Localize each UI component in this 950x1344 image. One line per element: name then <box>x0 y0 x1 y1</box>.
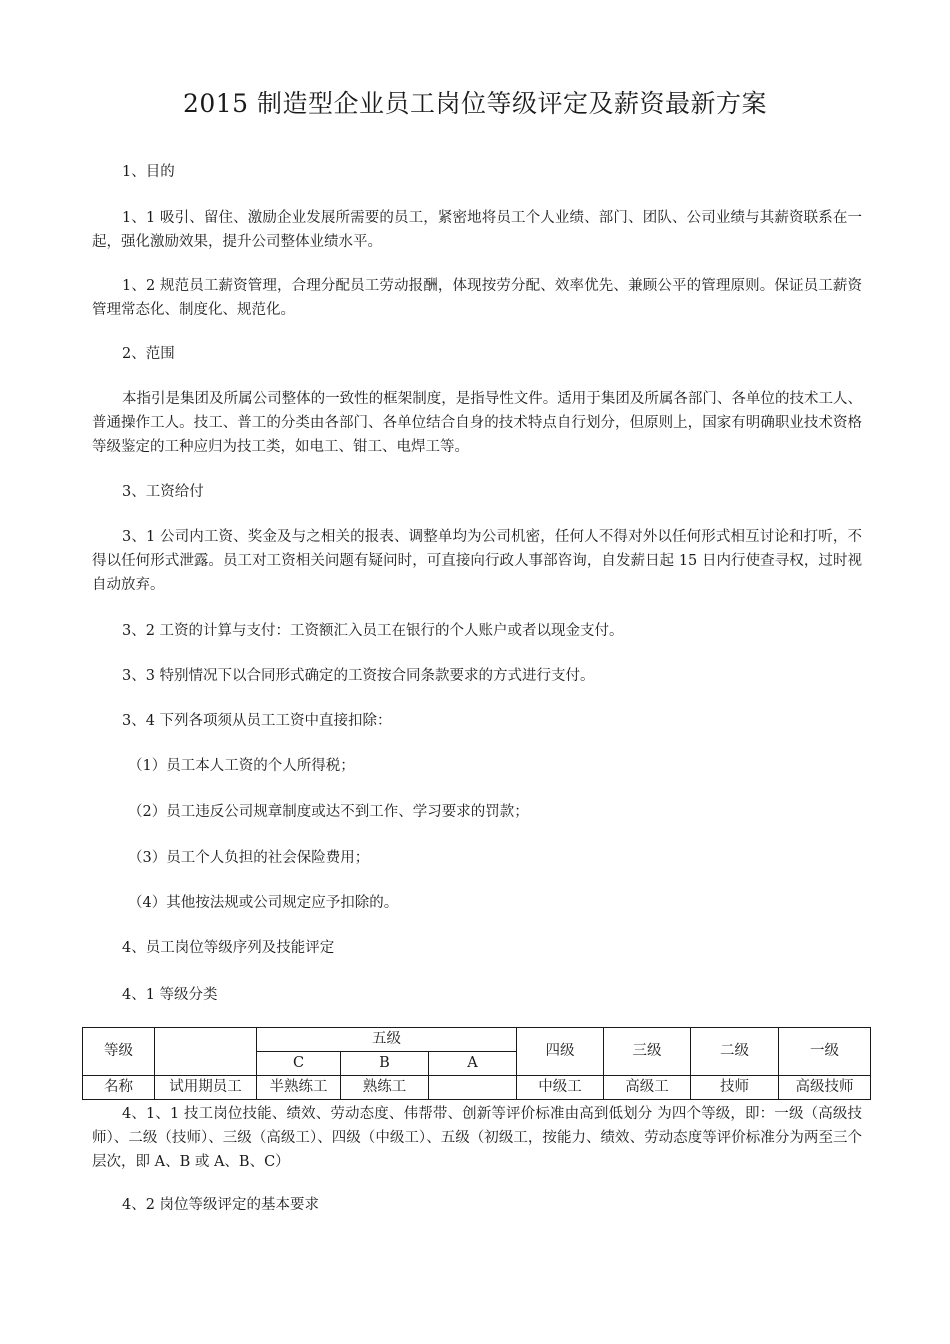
name-level-1-cell: 高级技师 <box>779 1076 871 1100</box>
table-row <box>83 1028 871 1052</box>
section-heading-purpose: 1、目的 <box>122 164 175 180</box>
section-heading-scope: 2、范围 <box>122 346 175 362</box>
sublevel-c: C <box>257 1052 341 1076</box>
name-level-2-cell: 技师 <box>691 1076 779 1100</box>
section-heading-grades: 4、员工岗位等级序列及技能评定 <box>122 940 335 956</box>
deduction-item-4: （4）其他按法规或公司规定应予扣除的。 <box>128 895 399 911</box>
name-a-cell <box>429 1076 517 1100</box>
level-4-header: 四级 <box>517 1028 604 1076</box>
section-heading-payment: 3、工资给付 <box>122 484 204 500</box>
paragraph-3-1: 3、1 公司内工资、奖金及与之相关的报表、调整单均为公司机密，任何人不得对外以任何形式相互讨论和打听，不得以任何形式泄露。员工对工资相关问题有疑问时，可直接向行政人事部咨询，自发薪日起 15 日内行使查寻权，过时视自动放弃。 <box>92 529 862 593</box>
subsection-heading-4-2: 4、2 岗位等级评定的基本要求 <box>122 1197 320 1213</box>
paragraph-1-1: 1、1 吸引、留住、激励企业发展所需要的员工，紧密地将员工个人业绩、部门、团队、公司业绩与其薪资联系在一起，强化激励效果，提升公司整体业绩水平。 <box>92 210 862 250</box>
name-level-4-cell: 中级工 <box>517 1076 604 1100</box>
name-label-cell: 名称 <box>83 1076 155 1100</box>
level-5-header: 五级 <box>257 1028 517 1052</box>
name-level-3-cell: 高级工 <box>604 1076 691 1100</box>
empty-header-cell <box>155 1028 257 1076</box>
sublevel-a: A <box>429 1052 517 1076</box>
name-b-cell: 熟练工 <box>341 1076 429 1100</box>
name-c-cell: 半熟练工 <box>257 1076 341 1100</box>
table-row <box>83 1076 871 1100</box>
level-3-header: 三级 <box>604 1028 691 1076</box>
paragraph-2: 本指引是集团及所属公司整体的一致性的框架制度，是指导性文件。适用于集团及所属各部门、各单位的技术工人、普通操作工人。技工、普工的分类由各部门、各单位结合自身的技术特点自行划分，但原则上，国家有明确职业技术资格等级鉴定的工种应归为技工类，如电工、钳工、电焊工等。 <box>92 391 862 455</box>
paragraph-4-1-1: 4、1、1 技工岗位技能、绩效、劳动态度、伟帮带、创新等评价标准由高到低划分 为四个等级，即：一级（高级技师）、二级（技师）、三级（高级工）、四级（中级工）、五级（初级工，按能力、绩效、劳动态度等评价标准分为两至三个层次，即 A、B 或 A、B、C） <box>92 1106 862 1170</box>
paragraph-1-2: 1、2 规范员工薪资管理，合理分配员工劳动报酬，体现按劳分配、效率优先、兼顾公平的管理原则。保证员工薪资管理常态化、制度化、规范化。 <box>92 278 862 318</box>
level-1-header: 一级 <box>779 1028 871 1076</box>
level-2-header: 二级 <box>691 1028 779 1076</box>
deduction-item-3: （3）员工个人负担的社会保险费用； <box>128 850 370 866</box>
document-title: 2015 制造型企业员工岗位等级评定及薪资最新方案 <box>182 89 768 118</box>
paragraph-3-4: 3、4 下列各项须从员工工资中直接扣除： <box>122 713 392 729</box>
name-probation-cell: 试用期员工 <box>155 1076 257 1100</box>
grade-header-cell: 等级 <box>83 1028 155 1076</box>
sublevel-b: B <box>341 1052 429 1076</box>
paragraph-3-2: 3、2 工资的计算与支付：工资额汇入员工在银行的个人账户或者以现金支付。 <box>122 623 624 639</box>
subsection-heading-4-1: 4、1 等级分类 <box>122 987 218 1003</box>
grade-table <box>82 1027 871 1100</box>
deduction-item-1: （1）员工本人工资的个人所得税； <box>128 758 355 774</box>
paragraph-3-3: 3、3 特别情况下以合同形式确定的工资按合同条款要求的方式进行支付。 <box>122 668 595 684</box>
deduction-item-2: （2）员工违反公司规章制度或达不到工作、学习要求的罚款； <box>128 804 529 820</box>
